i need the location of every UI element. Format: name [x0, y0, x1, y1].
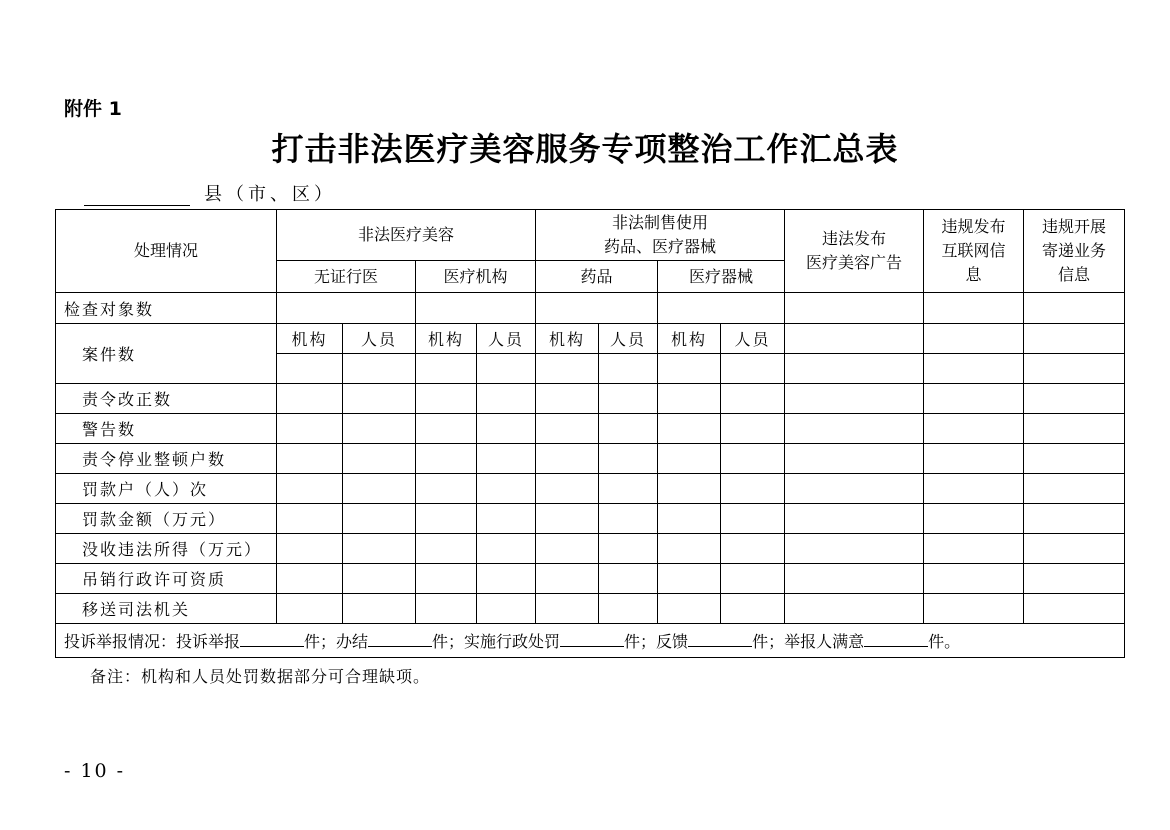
data-cell[interactable]: [721, 354, 785, 384]
page-title: 打击非法医疗美容服务专项整治工作汇总表: [271, 130, 899, 168]
data-cell[interactable]: [785, 354, 924, 384]
county-line: [84, 180, 336, 206]
data-cell[interactable]: [721, 384, 785, 414]
data-cell[interactable]: [416, 474, 477, 504]
data-cell[interactable]: [599, 414, 658, 444]
data-cell[interactable]: [277, 414, 343, 444]
data-cell[interactable]: [416, 293, 536, 324]
data-cell[interactable]: [658, 564, 721, 594]
attachment-label: 附件 1: [64, 98, 122, 120]
data-cell[interactable]: [599, 444, 658, 474]
data-cell[interactable]: [658, 414, 721, 444]
data-cell[interactable]: [721, 414, 785, 444]
data-cell[interactable]: [599, 594, 658, 624]
data-cell[interactable]: [277, 384, 343, 414]
header-illegal-beauty: 非法医疗美容: [277, 210, 536, 261]
penalty-count-blank[interactable]: [560, 630, 624, 647]
data-cell[interactable]: [658, 474, 721, 504]
data-cell[interactable]: [924, 354, 1024, 384]
data-cell[interactable]: [277, 444, 343, 474]
data-cell[interactable]: [416, 504, 477, 534]
data-cell[interactable]: [1024, 534, 1125, 564]
data-cell[interactable]: [721, 474, 785, 504]
data-cell[interactable]: [1024, 384, 1125, 414]
complaint-text-1: 投诉举报情况：投诉举报: [64, 632, 241, 651]
data-cell[interactable]: [277, 474, 343, 504]
data-cell[interactable]: [343, 414, 416, 444]
sub-label: 人员: [599, 324, 658, 354]
data-cell[interactable]: [536, 444, 599, 474]
data-cell[interactable]: [477, 534, 536, 564]
header-illegal-ads-line2: 医疗美容广告: [806, 253, 903, 272]
data-cell[interactable]: [416, 534, 477, 564]
data-cell[interactable]: [343, 444, 416, 474]
data-cell[interactable]: [658, 354, 721, 384]
sub-label: 机构: [416, 324, 477, 354]
sub-label: 人员: [343, 324, 416, 354]
data-cell[interactable]: [277, 354, 343, 384]
data-cell[interactable]: [721, 444, 785, 474]
complaint-text-5: 件；举报人满意: [752, 632, 865, 651]
remark-note: 备注：机构和人员处罚数据部分可合理缺项。: [90, 667, 431, 686]
complaint-text-2: 件；办结: [304, 632, 369, 651]
data-cell[interactable]: [785, 594, 924, 624]
header-illegal-sale: [536, 210, 785, 261]
data-cell[interactable]: [785, 474, 924, 504]
data-cell[interactable]: [599, 354, 658, 384]
data-cell[interactable]: [343, 354, 416, 384]
data-cell[interactable]: [599, 534, 658, 564]
data-cell[interactable]: [477, 354, 536, 384]
data-cell[interactable]: [277, 564, 343, 594]
data-cell[interactable]: [924, 504, 1024, 534]
row-label: 警告数: [56, 414, 277, 444]
complaint-text-6: 件。: [928, 632, 961, 651]
data-cell[interactable]: [477, 594, 536, 624]
header-internet-line2: 互联网信: [941, 241, 1006, 260]
satisfied-count-blank[interactable]: [864, 630, 928, 647]
row-label: 吊销行政许可资质: [56, 564, 277, 594]
data-cell[interactable]: [277, 594, 343, 624]
data-cell[interactable]: [924, 324, 1024, 354]
data-cell[interactable]: [1024, 324, 1125, 354]
data-cell[interactable]: [658, 293, 785, 324]
resolved-count-blank[interactable]: [368, 630, 432, 647]
complaint-text-3: 件；实施行政处罚: [432, 632, 561, 651]
header-delivery-line1: 违规开展: [1042, 217, 1107, 236]
summary-table: [55, 209, 1125, 658]
sub-label: 人员: [721, 324, 785, 354]
data-cell[interactable]: [924, 414, 1024, 444]
complaint-text-4: 件；反馈: [624, 632, 689, 651]
feedback-count-blank[interactable]: [688, 630, 752, 647]
data-cell[interactable]: [785, 534, 924, 564]
row-label: 罚款金额（万元）: [56, 504, 277, 534]
data-cell[interactable]: [658, 534, 721, 564]
data-cell[interactable]: [343, 534, 416, 564]
data-cell[interactable]: [1024, 564, 1125, 594]
data-cell[interactable]: [536, 293, 658, 324]
header-med-institution: 医疗机构: [416, 261, 536, 293]
row-label: 责令改正数: [56, 384, 277, 414]
data-cell[interactable]: [599, 384, 658, 414]
row-label: 移送司法机关: [56, 594, 277, 624]
data-cell[interactable]: [277, 293, 416, 324]
data-cell[interactable]: [785, 293, 924, 324]
row-label-cases: 案件数: [56, 324, 277, 384]
data-cell[interactable]: [343, 564, 416, 594]
data-cell[interactable]: [416, 414, 477, 444]
data-cell[interactable]: [536, 414, 599, 444]
data-cell[interactable]: [277, 504, 343, 534]
data-cell[interactable]: [416, 384, 477, 414]
header-internet-line1: 违规发布: [941, 217, 1006, 236]
row-label: 罚款户（人）次: [56, 474, 277, 504]
header-delivery-line2: 寄递业务: [1042, 241, 1107, 260]
complaint-count-blank[interactable]: [240, 630, 304, 647]
data-cell[interactable]: [416, 354, 477, 384]
data-cell[interactable]: [785, 444, 924, 474]
data-cell[interactable]: [924, 444, 1024, 474]
data-cell[interactable]: [416, 564, 477, 594]
data-cell[interactable]: [416, 444, 477, 474]
data-cell[interactable]: [924, 384, 1024, 414]
header-drugs: 药品: [536, 261, 658, 293]
page-number: - 10 -: [64, 760, 126, 782]
header-internet-line3: 息: [965, 265, 982, 284]
data-cell[interactable]: [924, 564, 1024, 594]
header-delivery-line3: 信息: [1058, 265, 1091, 284]
header-handling: 处理情况: [56, 210, 277, 293]
data-cell[interactable]: [1024, 504, 1125, 534]
header-internet: [924, 210, 1024, 293]
row-label: 没收违法所得（万元）: [56, 534, 277, 564]
data-cell[interactable]: [536, 534, 599, 564]
data-cell[interactable]: [477, 564, 536, 594]
data-cell[interactable]: [477, 384, 536, 414]
header-illegal-ads-line1: 违法发布: [822, 229, 887, 248]
county-blank[interactable]: [84, 185, 190, 206]
header-illegal-sale-line1: 非法制售使用: [612, 213, 709, 232]
data-cell[interactable]: [658, 384, 721, 414]
data-cell[interactable]: [416, 594, 477, 624]
data-cell[interactable]: [599, 474, 658, 504]
sub-label: 人员: [477, 324, 536, 354]
data-cell[interactable]: [1024, 594, 1125, 624]
row-label-inspected: 检查对象数: [56, 293, 277, 324]
header-illegal-ads: [785, 210, 924, 293]
data-cell[interactable]: [658, 504, 721, 534]
data-cell[interactable]: [785, 384, 924, 414]
data-cell[interactable]: [1024, 293, 1125, 324]
data-cell[interactable]: [343, 384, 416, 414]
sub-label: 机构: [536, 324, 599, 354]
header-delivery: [1024, 210, 1125, 293]
data-cell[interactable]: [721, 564, 785, 594]
data-cell[interactable]: [924, 594, 1024, 624]
data-cell[interactable]: [721, 594, 785, 624]
data-cell[interactable]: [785, 324, 924, 354]
data-cell[interactable]: [721, 534, 785, 564]
data-cell[interactable]: [599, 504, 658, 534]
sub-label: 机构: [277, 324, 343, 354]
data-cell[interactable]: [785, 564, 924, 594]
data-cell[interactable]: [1024, 474, 1125, 504]
data-cell[interactable]: [1024, 354, 1125, 384]
complaint-summary: [56, 624, 1125, 658]
data-cell[interactable]: [658, 594, 721, 624]
data-cell[interactable]: [785, 504, 924, 534]
data-cell[interactable]: [477, 474, 536, 504]
data-cell[interactable]: [536, 384, 599, 414]
data-cell[interactable]: [536, 474, 599, 504]
data-cell[interactable]: [1024, 414, 1125, 444]
data-cell[interactable]: [536, 504, 599, 534]
header-devices: 医疗器械: [658, 261, 785, 293]
data-cell[interactable]: [924, 474, 1024, 504]
data-cell[interactable]: [343, 474, 416, 504]
row-label: 责令停业整顿户数: [56, 444, 277, 474]
data-cell[interactable]: [721, 504, 785, 534]
data-cell[interactable]: [1024, 444, 1125, 474]
data-cell[interactable]: [536, 594, 599, 624]
data-cell[interactable]: [343, 594, 416, 624]
data-cell[interactable]: [536, 354, 599, 384]
header-illegal-sale-line2: 药品、医疗器械: [604, 237, 717, 256]
data-cell[interactable]: [785, 414, 924, 444]
data-cell[interactable]: [536, 564, 599, 594]
data-cell[interactable]: [599, 564, 658, 594]
data-cell[interactable]: [477, 504, 536, 534]
data-cell[interactable]: [924, 534, 1024, 564]
header-unlicensed: 无证行医: [277, 261, 416, 293]
data-cell[interactable]: [477, 414, 536, 444]
data-cell[interactable]: [924, 293, 1024, 324]
sub-label: 机构: [658, 324, 721, 354]
county-suffix: 县（市、区）: [204, 184, 336, 205]
data-cell[interactable]: [477, 444, 536, 474]
data-cell[interactable]: [277, 534, 343, 564]
data-cell[interactable]: [343, 504, 416, 534]
data-cell[interactable]: [658, 444, 721, 474]
